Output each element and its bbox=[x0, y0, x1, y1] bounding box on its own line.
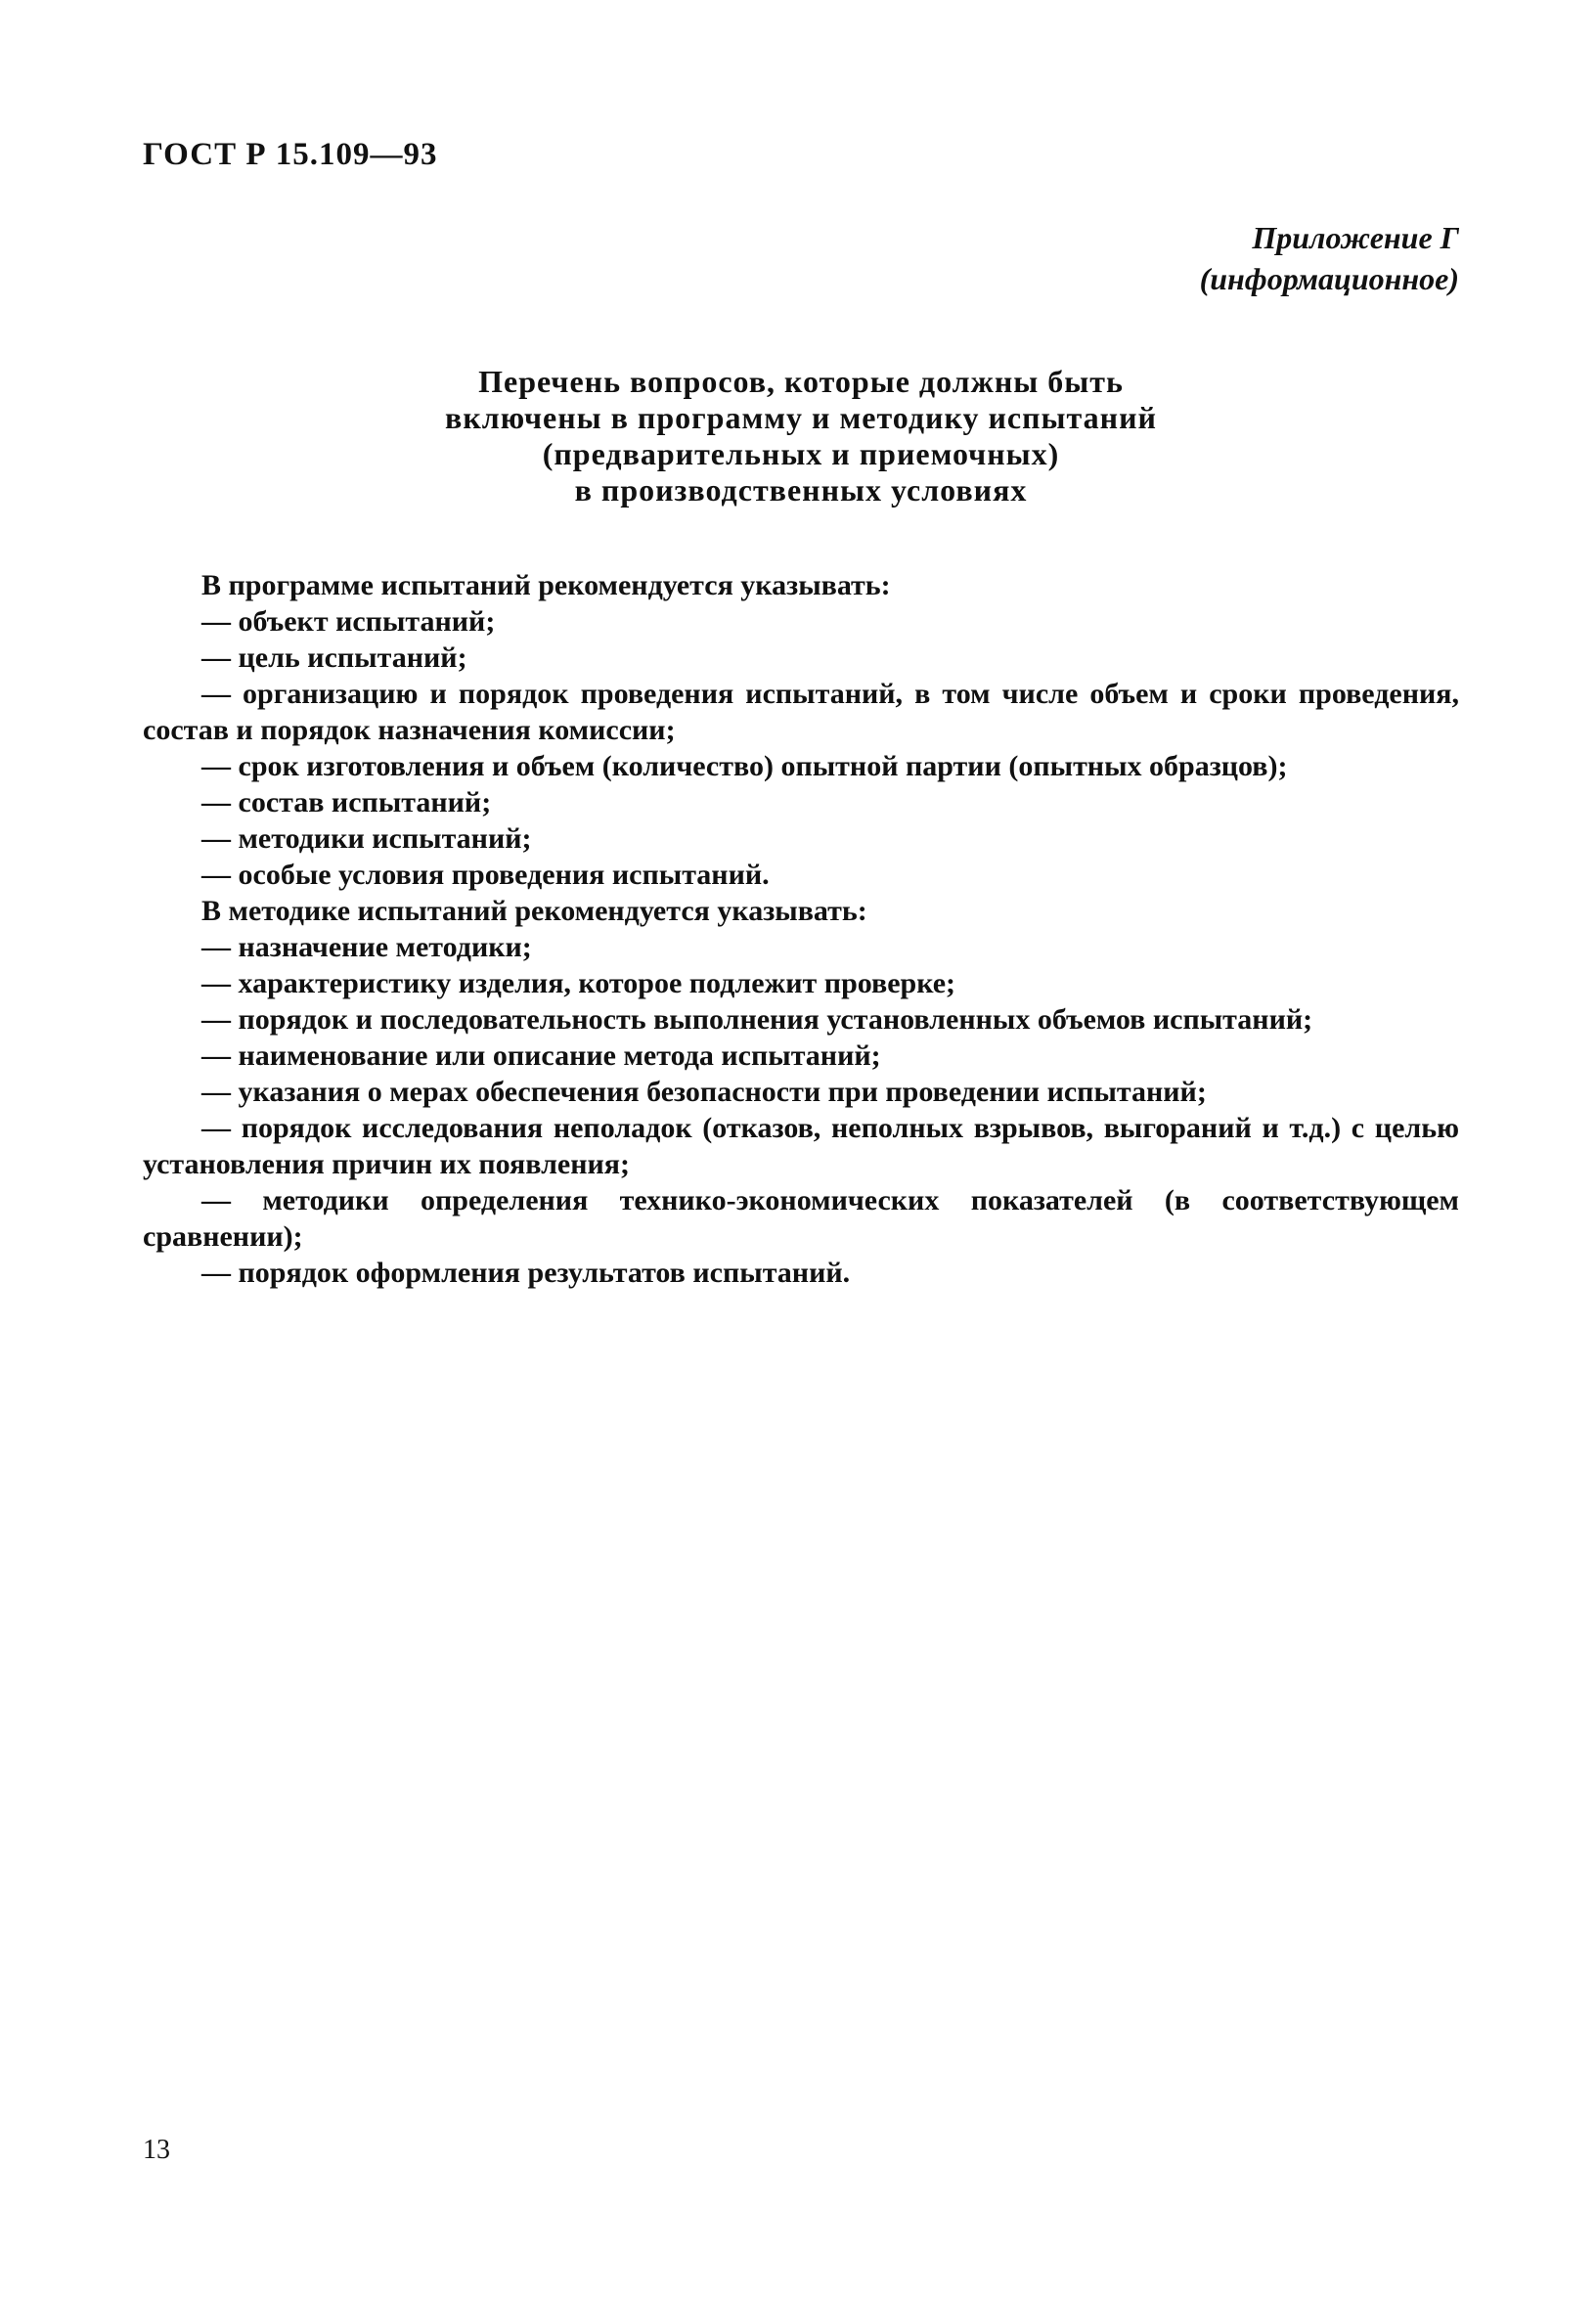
list-item: — срок изготовления и объем (количество) опытной партии (опытных образцов); bbox=[201, 750, 1288, 782]
body-text bbox=[143, 567, 1459, 1291]
list-item: — организацию и порядок проведения испытаний, в том числе объем и сроки проведения, состав и порядок назначения комиссии; bbox=[143, 678, 1459, 746]
page-header-standard-code: ГОСТ Р 15.109—93 bbox=[143, 137, 438, 172]
document-title bbox=[143, 364, 1459, 508]
title-line: (предварительных и приемочных) bbox=[542, 436, 1060, 471]
list-item: — порядок и последовательность выполнения установленных объемов испытаний; bbox=[201, 1003, 1313, 1036]
intro-paragraph-program: В программе испытаний рекомендуется указывать: bbox=[201, 569, 891, 601]
list-item: — порядок исследования неполадок (отказов, неполных взрывов, выгораний и т.д.) с целью установления причин их появления; bbox=[143, 1112, 1459, 1180]
list-item: — состав испытаний; bbox=[201, 786, 492, 818]
title-line: в производственных условиях bbox=[574, 472, 1028, 508]
appendix-block bbox=[1200, 217, 1459, 299]
list-item: — характеристику изделия, которое подлежит проверке; bbox=[201, 967, 956, 999]
intro-paragraph-methodology: В методике испытаний рекомендуется указывать: bbox=[201, 895, 867, 927]
list-item: — назначение методики; bbox=[201, 931, 532, 963]
list-item: — цель испытаний; bbox=[201, 641, 467, 674]
appendix-status: (информационное) bbox=[1199, 261, 1459, 296]
list-item: — особые условия проведения испытаний. bbox=[201, 859, 770, 891]
title-line: включены в программу и методику испытаний bbox=[445, 400, 1157, 435]
list-item: — порядок оформления результатов испытаний. bbox=[201, 1257, 851, 1289]
appendix-label: Приложение Г bbox=[1252, 220, 1459, 255]
title-line: Перечень вопросов, которые должны быть bbox=[478, 364, 1124, 399]
list-item: — объект испытаний; bbox=[201, 605, 496, 638]
page-number: 13 bbox=[143, 2135, 170, 2165]
list-item: — методики определения технико-экономических показателей (в соответствующем сравнении); bbox=[143, 1184, 1459, 1253]
list-item: — указания о мерах обеспечения безопасности при проведении испытаний; bbox=[201, 1076, 1207, 1108]
list-item: — наименование или описание метода испытаний; bbox=[201, 1039, 881, 1072]
list-item: — методики испытаний; bbox=[201, 822, 532, 855]
